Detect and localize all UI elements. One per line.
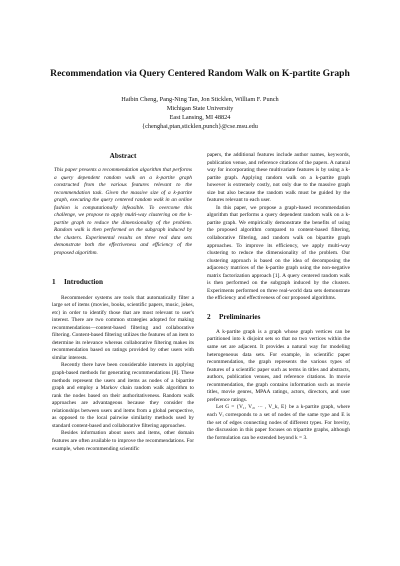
- left-column: [52, 152, 194, 453]
- author-block: [20, 96, 380, 132]
- emails: {chenghai,ptan,sticklen,punch}@cse.msu.edu: [142, 122, 258, 130]
- body-paragraph: papers, the additional features include author names, keywords, publication venue, and reference citations of the papers. A natural way for incorporating these multivariate features is by using a k-partite graph. Applying random walk on a k-partite graph however is extremely costly, not only due to the massive graph size but also because the random walk must be guided by the features relevant to each user.: [207, 152, 350, 204]
- abstract-text: This paper presents a recommendation algorithm that performs a query dependent random walk on a k-partite graph constructed from the various features relevant to the recommendation task. Given the massive size of a k-partite graph, executing the query centered random walk in an online fashion is computationally infeasible. To overcome this challenge, we propose to apply multi-way clustering on the k-partite graph to reduce the dimensionality of the problem. Random walk is then performed on the subgraph induced by the clusters. Experimental results on three real data sets demonstrate both the effectiveness and efficiency of the proposed algorithm.: [54, 167, 192, 257]
- address: East Lansing, MI 48824: [169, 113, 231, 121]
- body-paragraph: In this paper, we propose a graph-based recommendation algorithm that performs a query dependent random walk on a k-partite graph. We empirically demonstrate the benefits of using the proposed algorithm compared to content-based filtering, collaborative filtering, and random walk on bipartite graph approaches. To improve its efficiency, we apply multi-way clustering to reduce the dimensionality of the problem. Our clustering approach is based on the idea of decomposing the adjacency matrices of the k-partite graph using the non-negative matrix factorization approach [1]. A query centered random walk is then performed on the subgraph induced by the clusters. Experiments performed on three real-world data sets demonstrate the efficiency and effectiveness of our proposed algorithms.: [207, 204, 350, 302]
- body-paragraph: Besides information about users and items, other domain features are often available to improve the recommendations. For example, when recommending scientific: [52, 430, 194, 452]
- author-names: Haibin Cheng, Pang-Ning Tan, Jon Sticklen, William F. Punch: [121, 96, 279, 103]
- section-title: Preliminaries: [219, 312, 261, 321]
- right-column: [207, 152, 350, 442]
- body-paragraph: Let G = {V₁, V₂, ··· , V_k, E} be a k-partite graph, where each Vᵢ corresponds to a set of nodes of the same type and E is the set of edges connecting nodes of different types. For brevity, the discussion in this paper focuses on tripartite graphs, although the formulation can be extended beyond k = 3.: [207, 404, 350, 441]
- section-number: 1: [52, 277, 56, 286]
- section-title: Introduction: [64, 277, 104, 286]
- section-heading-introduction: [52, 278, 194, 287]
- affiliation: Michigan State University: [166, 104, 234, 112]
- body-paragraph: A k-partite graph is a graph whose graph vertices can be partitioned into k disjoint sets so that no two vertices within the same set are adjacent. It provides a natural way for modeling heterogeneous data sets. For example, in scientific paper recommendation, the graph represents the various types of features of a scientific paper such as terms in titles and abstracts, authors, publication venues, and reference citations. In movie recommendation, the graph contains information such as movie titles, movie genres, MPAA ratings, actors, directors, and user preference ratings.: [207, 328, 350, 403]
- section-number: 2: [207, 312, 211, 321]
- body-paragraph: Recently there have been considerable interests in applying graph-based methods for generating recommendations [8]. These methods represent the users and items as nodes of a bipartite graph and employ a Markov chain random walk algorithm to rank the nodes based on their authoritativeness. Random walk approaches are advantageous because they consider the relationships between users and items from a global perspective, as opposed to the local pairwise similarity methods used by standard content-based and collaborative filtering approaches.: [52, 362, 194, 429]
- abstract-heading: Abstract: [109, 152, 137, 160]
- section-heading-preliminaries: [207, 313, 350, 322]
- paper-title: Recommendation via Query Centered Random Walk on K-partite Graph: [50, 68, 350, 79]
- body-paragraph: Recommender systems are tools that automatically filter a large set of items (movies, books, scientific papers, music, jokes, etc) in order to identify those that are most relevant to user's interest. There are two common strategies adopted for making recommendations—content-based filtering and collaborative filtering. Content-based filtering utilizes the features of an item to determine its relevance whereas collaborative filtering makes its recommendation based on ratings provided by other users with similar interests.: [52, 294, 194, 361]
